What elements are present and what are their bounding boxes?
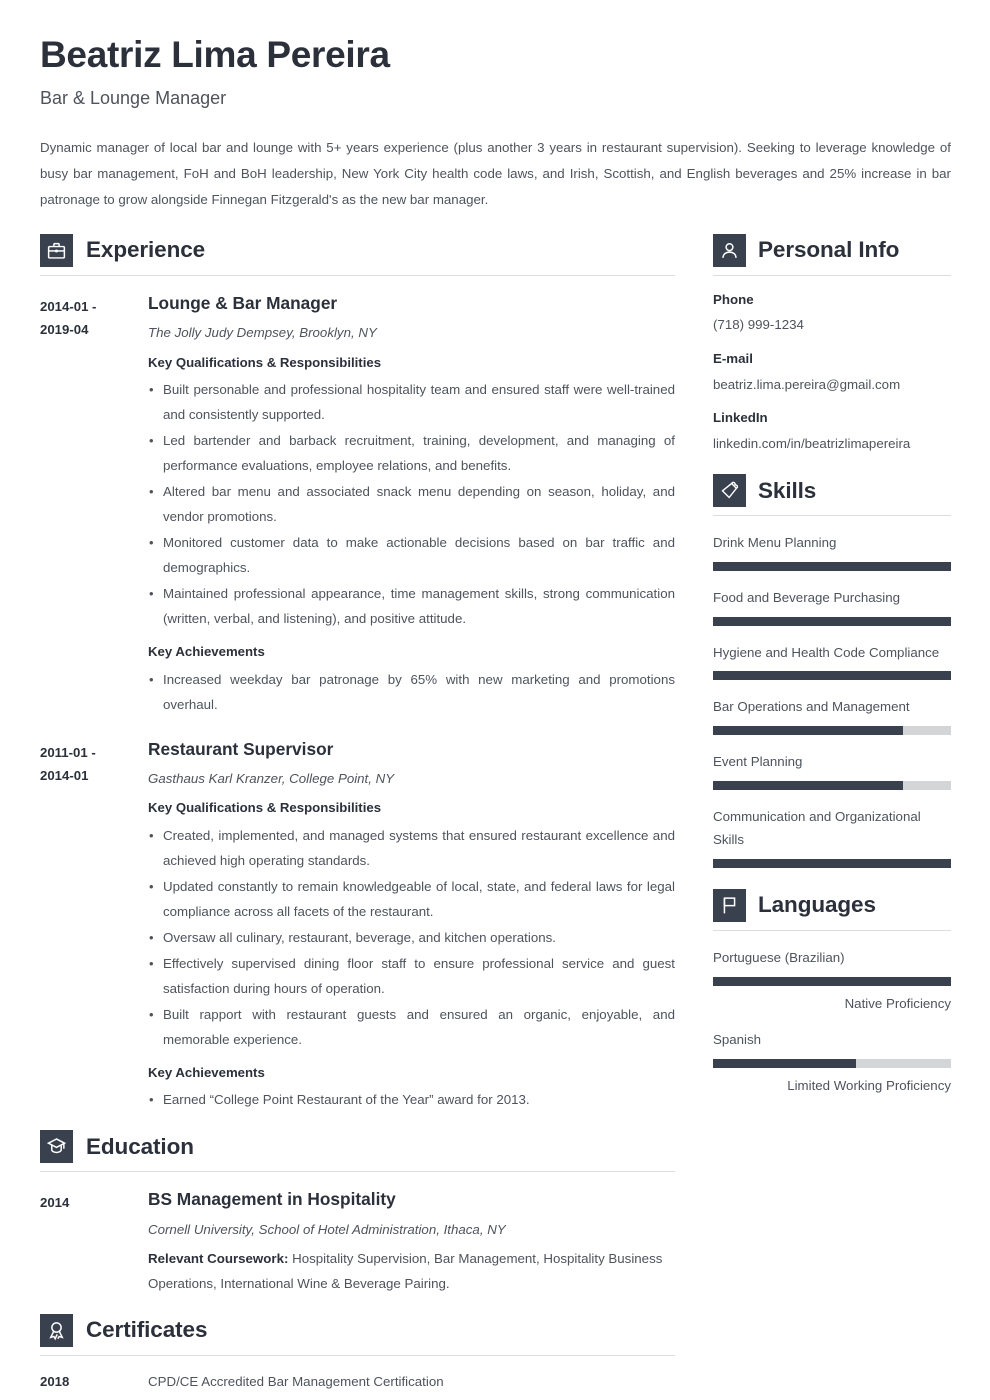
skill-item (713, 805, 951, 868)
section-skills (713, 474, 951, 868)
date-start: 2011-01 - (40, 744, 96, 760)
professional-summary: Dynamic manager of local bar and lounge with 5+ years experience (plus another 3 years in restaurant supervision). Seeking to leverage knowledge of busy bar management, FoH and BoH leadership, New York City health code laws, and Irish, Scottish, and English beverages and 25% increase in bar patronage to grow alongside Finnegan Fitzgerald's as the new bar manager. (40, 140, 951, 207)
date-end: 2014-01 (40, 768, 89, 784)
resume-header (40, 34, 950, 213)
employer-location: The Jolly Judy Dempsey, Brooklyn, NY (148, 325, 377, 341)
list-item: • Led bartender and barback recruitment, training, development, and managing of performance evaluations, employee relations, and benefits. (148, 429, 675, 479)
section-title: Certificates (86, 1317, 208, 1343)
certificate-entry (40, 1356, 675, 1389)
person-icon (713, 234, 746, 267)
sidebar-column (713, 234, 951, 1096)
personal-info-heading (713, 234, 951, 275)
briefcase-icon (40, 234, 73, 267)
qualifications-label: Key Qualifications & Responsibilities (148, 800, 382, 816)
education-entry (40, 1172, 675, 1297)
field-label: LinkedIn (713, 410, 768, 426)
skill-level-fill (713, 781, 903, 790)
education-heading (40, 1130, 675, 1171)
entry-date: 2018 (40, 1374, 70, 1390)
section-personal-info (713, 234, 951, 454)
skill-label: Communication and Organizational Skills (713, 808, 921, 848)
list-item: • Effectively supervised dining floor staff to ensure professional service and guest satisfaction during hours of operation. (148, 952, 675, 1002)
list-item: • Increased weekday bar patronage by 65% with new marketing and promotions overhaul. (148, 668, 675, 718)
coursework-label: Relevant Coursework: (148, 1251, 289, 1267)
puzzle-piece-icon (713, 474, 746, 507)
achievements-label: Key Achievements (148, 1064, 265, 1080)
qualifications-label: Key Qualifications & Responsibilities (148, 354, 382, 370)
achievements-label: Key Achievements (148, 644, 265, 660)
section-divider (713, 515, 951, 516)
date-end: 2019-04 (40, 322, 89, 338)
candidate-name: Beatriz Lima Pereira (40, 34, 390, 75)
skill-item (713, 531, 951, 571)
flag-icon (713, 889, 746, 922)
section-divider (713, 930, 951, 931)
degree-title: BS Management in Hospitality (148, 1189, 396, 1210)
entry-date-range (40, 292, 148, 718)
email-value[interactable]: beatriz.lima.pereira@gmail.com (713, 376, 901, 392)
skill-level-track (713, 781, 951, 790)
skill-item (713, 586, 951, 626)
skill-item (713, 641, 951, 681)
skill-level-track (713, 859, 951, 868)
section-title: Personal Info (758, 237, 900, 263)
entry-date: 2014 (40, 1195, 70, 1211)
section-certificates (40, 1314, 675, 1389)
contact-field (713, 350, 951, 394)
field-label: E-mail (713, 351, 753, 367)
language-level-fill (713, 977, 951, 986)
employer-location: Gasthaus Karl Kranzer, College Point, NY (148, 770, 395, 786)
language-item (713, 946, 951, 1013)
skill-level-fill (713, 859, 951, 868)
languages-heading (713, 889, 951, 930)
skill-level-fill (713, 617, 951, 626)
skill-level-track (713, 726, 951, 735)
coursework-value: Hospitality Supervision, Bar Management, Hospitality Business Operations, International Wine & Beverage Pairing. (148, 1251, 663, 1292)
language-label: Portuguese (Brazilian) (713, 950, 845, 966)
language-level-fill (713, 1059, 856, 1068)
skill-label: Event Planning (713, 754, 803, 770)
skill-label: Food and Beverage Purchasing (713, 590, 901, 606)
qualifications-list (148, 378, 675, 632)
language-item (713, 1028, 951, 1095)
experience-heading (40, 234, 675, 275)
list-item: • Updated constantly to remain knowledgeable of local, state, and federal laws for legal compliance across all facets of the restaurant. (148, 875, 675, 925)
language-proficiency: Native Proficiency (844, 995, 951, 1011)
job-title: Lounge & Bar Manager (148, 292, 338, 313)
skill-level-track (713, 562, 951, 571)
list-item: • Altered bar menu and associated snack menu depending on season, holiday, and vendor promotions. (148, 480, 675, 530)
language-level-track (713, 977, 951, 986)
section-education (40, 1130, 675, 1297)
graduation-cap-icon (40, 1130, 73, 1163)
certificates-heading (40, 1314, 675, 1355)
section-divider (713, 275, 951, 276)
skill-level-track (713, 671, 951, 680)
job-title: Restaurant Supervisor (148, 738, 334, 759)
section-title: Skills (758, 477, 817, 503)
award-medal-icon (40, 1314, 73, 1347)
section-title: Experience (86, 237, 206, 263)
entry-date-range (40, 738, 148, 1114)
skill-item (713, 695, 951, 735)
achievements-list (148, 668, 675, 718)
list-item: • Built personable and professional hospitality team and ensured staff were well-trained and consistently supported. (148, 378, 675, 428)
language-level-track (713, 1059, 951, 1068)
list-item: • Oversaw all culinary, restaurant, beverage, and kitchen operations. (148, 926, 675, 951)
candidate-job-title: Bar & Lounge Manager (40, 88, 227, 109)
list-item: • Created, implemented, and managed systems that ensured restaurant excellence and achieved high operating standards. (148, 824, 675, 874)
linkedin-value[interactable]: linkedin.com/in/beatrizlimapereira (713, 435, 911, 451)
section-languages (713, 889, 951, 1096)
relevant-coursework (148, 1247, 675, 1297)
list-item: • Maintained professional appearance, time management skills, strong communication (written, verbal, and listening), and positive attitude. (148, 582, 675, 632)
language-label: Spanish (713, 1032, 762, 1048)
language-proficiency: Limited Working Proficiency (787, 1077, 951, 1093)
skill-level-fill (713, 562, 951, 571)
contact-field (713, 291, 951, 335)
field-label: Phone (713, 291, 754, 307)
school-location: Cornell University, School of Hotel Administration, Ithaca, NY (148, 1221, 506, 1237)
achievements-list (148, 1088, 675, 1113)
qualifications-list (148, 824, 675, 1053)
section-title: Education (86, 1133, 194, 1159)
date-start: 2014-01 - (40, 298, 97, 314)
skill-level-fill (713, 726, 903, 735)
certificate-name: CPD/CE Accredited Bar Management Certification (148, 1374, 444, 1390)
experience-entry (40, 718, 675, 1114)
main-column (40, 234, 675, 1389)
list-item: • Monitored customer data to make actionable decisions based on bar traffic and demographics. (148, 531, 675, 581)
phone-value[interactable]: (718) 999-1234 (713, 317, 804, 333)
contact-field (713, 409, 951, 453)
experience-entry (40, 276, 675, 718)
skills-heading (713, 474, 951, 515)
skill-label: Drink Menu Planning (713, 535, 837, 551)
skill-label: Hygiene and Health Code Compliance (713, 644, 940, 660)
list-item: • Built rapport with restaurant guests and ensured an organic, enjoyable, and memorable experience. (148, 1003, 675, 1053)
resume-body (40, 234, 950, 1389)
skill-label: Bar Operations and Management (713, 699, 910, 715)
skill-item (713, 750, 951, 790)
list-item: • Earned “College Point Restaurant of the Year” award for 2013. (148, 1088, 675, 1113)
skill-level-track (713, 617, 951, 626)
section-experience (40, 234, 675, 1114)
section-title: Languages (758, 892, 876, 918)
skill-level-fill (713, 671, 951, 680)
